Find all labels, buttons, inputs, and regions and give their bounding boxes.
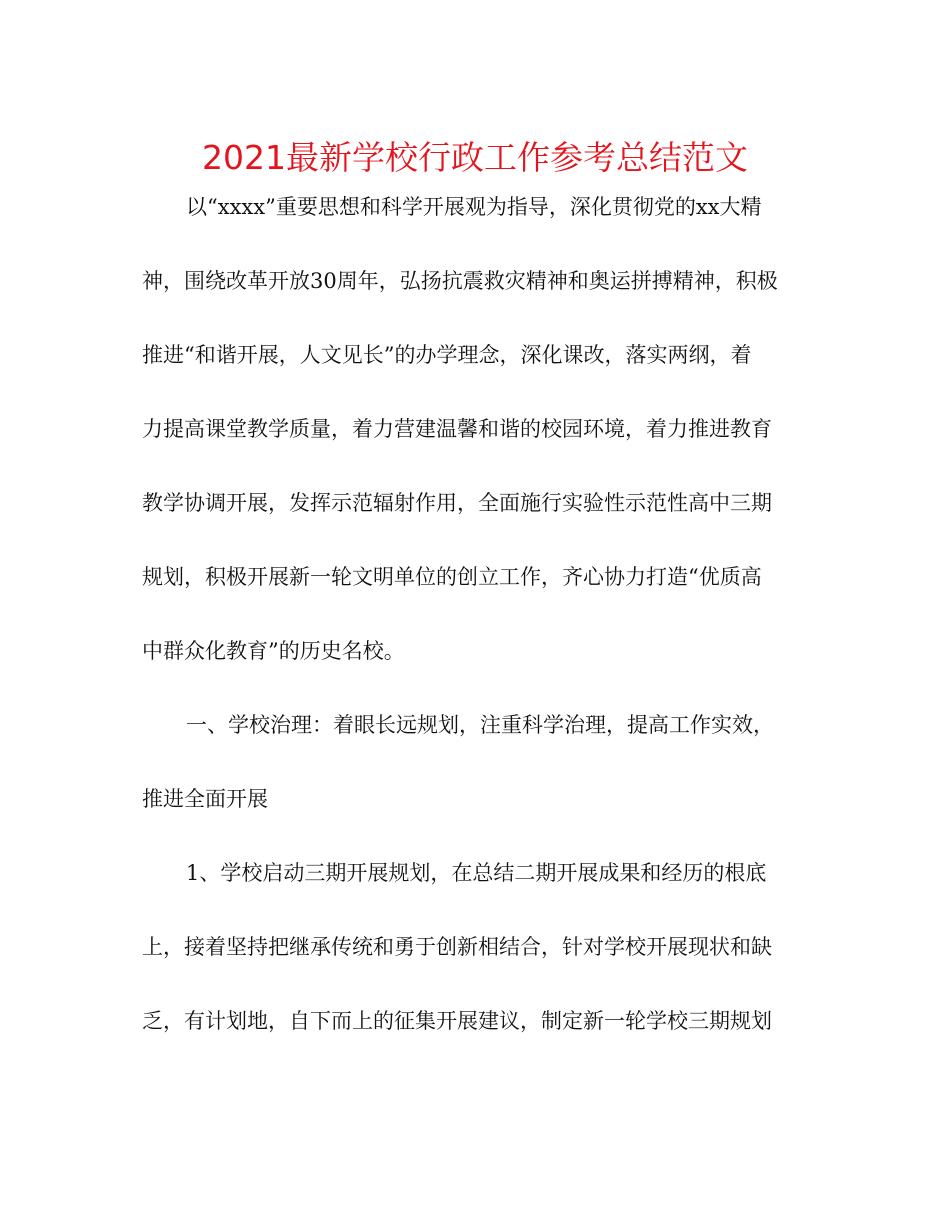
paragraph-line: 神，围绕改革开放30周年，弘扬抗震救灾精神和奥运拼搏精神，积极	[142, 269, 778, 293]
document-body	[142, 183, 810, 1071]
paragraph-line: 规划，积极开展新一轮文明单位的创立工作，齐心协力打造“优质高	[142, 565, 762, 589]
paragraph-line: 以“xxxx”重要思想和科学开展观为指导，深化贯彻党的xx大精	[186, 195, 762, 219]
paragraph-line: 中群众化教育”的历史名校。	[142, 639, 405, 663]
paragraph-line: 1、学校启动三期开展规划，在总结二期开展成果和经历的根底	[186, 861, 767, 885]
paragraph-line: 力提高课堂教学质量，着力营建温馨和谐的校园环境，着力推进教育	[142, 417, 772, 441]
paragraph-line: 乏，有计划地，自下而上的征集开展建议，制定新一轮学校三期规划	[142, 1009, 772, 1033]
document-title: 2021最新学校行政工作参考总结范文	[202, 138, 748, 177]
paragraph-line: 推进“和谐开展，人文见长”的办学理念，深化课改，落实两纲，着	[142, 343, 752, 367]
paragraph-line: 教学协调开展，发挥示范辐射作用，全面施行实验性示范性高中三期	[142, 491, 772, 515]
section-heading-line: 推进全面开展	[142, 787, 268, 811]
section-heading-line: 一、学校治理：着眼长远规划，注重科学治理，提高工作实效，	[186, 713, 774, 737]
paragraph-line: 上，接着坚持把继承传统和勇于创新相结合，针对学校开展现状和缺	[142, 935, 772, 959]
